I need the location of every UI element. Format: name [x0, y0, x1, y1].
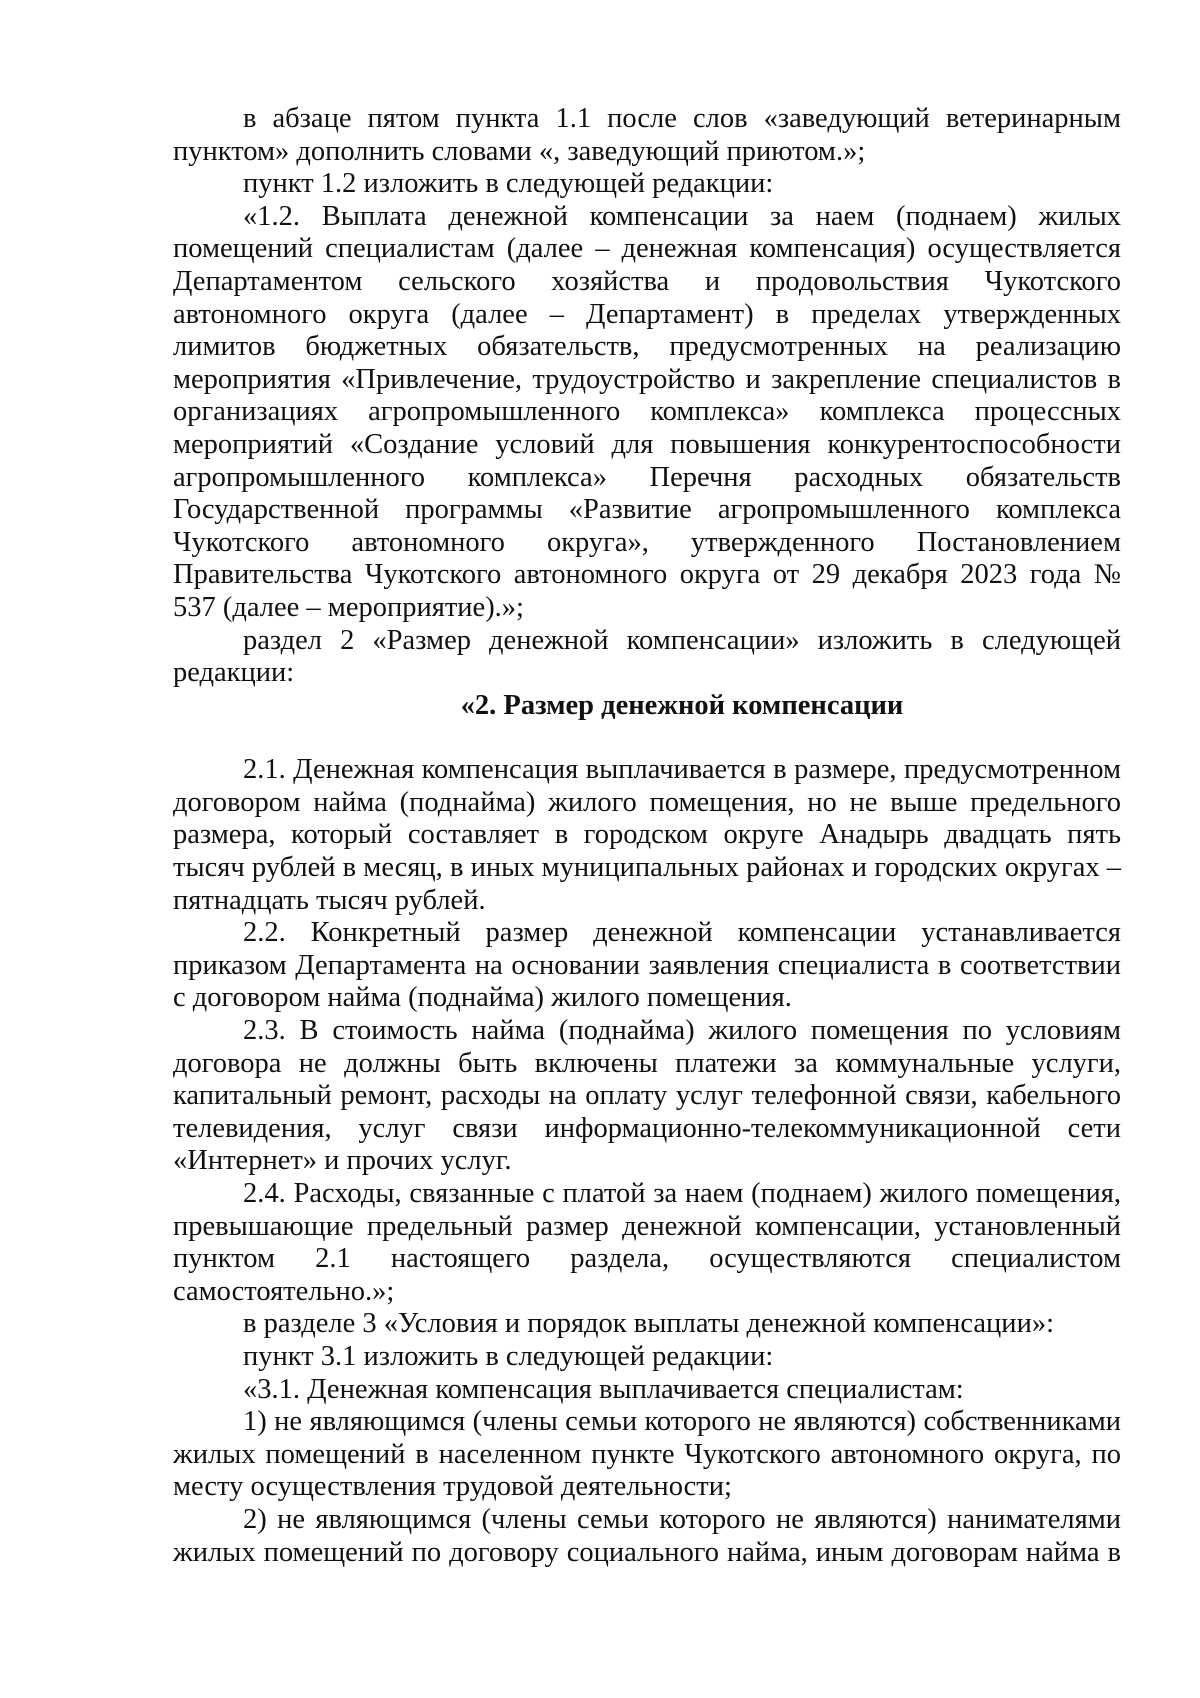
section-2-heading: «2. Размер денежной компенсации: [460, 689, 904, 721]
document-page: [173, 103, 1121, 1569]
paragraph-amendment-1-1: в абзаце пятом пункта 1.1 после слов «заведующий ветеринарным пунктом» дополнить словами «, заведующий приютом.»;: [173, 103, 1121, 167]
paragraph-section-3-intro: в разделе 3 «Условия и порядок выплаты денежной компенсации»:: [243, 1308, 1054, 1340]
paragraph-condition-2: 2) не являющимся (члены семьи которого не являются) нанимателями жилых помещений по договору социального найма, иным договорам найма в: [173, 1503, 1121, 1568]
paragraph-section-2-intro: раздел 2 «Размер денежной компенсации» изложить в следующей редакции:: [173, 624, 1121, 689]
paragraph-clause-2-4: 2.4. Расходы, связанные с платой за наем (поднаем) жилого помещения, превышающие предельный размер денежной компенсации, установленный пунктом 2.1 настоящего раздела, осуществляются специалистом самостоятельно.»;: [173, 1178, 1121, 1307]
paragraph-clause-2-1: 2.1. Денежная компенсация выплачивается в размере, предусмотренном договором найма (поднайма) жилого помещения, но не выше предельного размера, который составляет в городском округе Анадырь двадцать пять тысяч рублей в месяц, в иных муниципальных районах и городских округах – пятнадцать тысяч рублей.: [173, 754, 1121, 916]
paragraph-clause-3-1-intro: пункт 3.1 изложить в следующей редакции:: [243, 1340, 774, 1372]
paragraph-clause-2-3: 2.3. В стоимость найма (поднайма) жилого помещения по условиям договора не должны быть включены платежи за коммунальные услуги, капитальный ремонт, расходы на оплату услуг телефонной связи, кабельного телевидения, услуг связи информационно-телекоммуникационной сети «Интернет» и прочих услуг.: [173, 1015, 1121, 1177]
paragraph-clause-1-2: «1.2. Выплата денежной компенсации за наем (поднаем) жилых помещений специалистам (далее – денежная компенсация) осуществляется Департаментом сельского хозяйства и продовольствия Чукотского автономного округа (далее – Департамент) в пределах утвержденных лимитов бюджетных обязательств, предусмотренных на реализацию мероприятия «Привлечение, трудоустройство и закрепление специалистов в организациях агропромышленного комплекса» комплекса процессных мероприятий «Создание условий для повышения конкурентоспособности агропромышленного комплекса» Перечня расходных обязательств Государственной программы «Развитие агропромышленного комплекса Чукотского автономного округа», утвержденного Постановлением Правительства Чукотского автономного округа от 29 декабря 2023 года № 537 (далее – мероприятие).»;: [173, 200, 1121, 623]
paragraph-clause-2-2: 2.2. Конкретный размер денежной компенсации устанавливается приказом Департамента на основании заявления специалиста в соответствии с договором найма (поднайма) жилого помещения.: [173, 917, 1121, 1014]
paragraph-condition-1: 1) не являющимся (члены семьи которого не являются) собственниками жилых помещений в населенном пункте Чукотского автономного округа, по месту осуществления трудовой деятельности;: [173, 1406, 1121, 1503]
heading-spacer: [173, 722, 1121, 754]
paragraph-amendment-1-2-intro: пункт 1.2 изложить в следующей редакции:: [243, 168, 774, 200]
paragraph-clause-3-1: «3.1. Денежная компенсация выплачивается специалистам:: [243, 1373, 964, 1405]
